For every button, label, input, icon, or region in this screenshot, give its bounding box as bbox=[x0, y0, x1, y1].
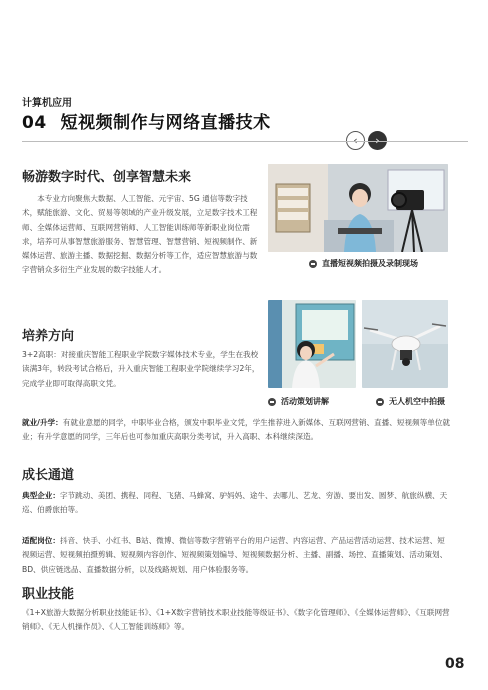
drone-illustration bbox=[362, 300, 448, 388]
page-title bbox=[22, 108, 271, 133]
activity-photo bbox=[268, 300, 356, 388]
live-photo-caption: 直播短视频拍摄及录制现场 bbox=[309, 258, 418, 269]
activity-photo-caption: 活动策划讲解 bbox=[268, 396, 329, 407]
growth-heading bbox=[22, 464, 74, 483]
skills-heading-text: 职业技能 bbox=[22, 587, 75, 602]
section-title: 短视频制作与网络直播技术 bbox=[60, 113, 271, 133]
skills-paragraph: 《1+X旅游大数据分析职业技能证书》、《1+X数字营销技术职业技能等级证书》、《数字化管理师》、《全媒体运营师》、《互联网营销师》、《无人机操作员》、《人工智能训练师》等。 bbox=[22, 608, 450, 632]
caption-arrow-icon bbox=[309, 260, 317, 268]
skills-heading bbox=[22, 583, 74, 602]
activity-illustration bbox=[268, 300, 356, 388]
intro-heading bbox=[22, 166, 191, 185]
training-heading bbox=[22, 325, 74, 344]
jobs-paragraph: 适配岗位：抖音、快手、小红书、B站、微博、微信等数字营销平台的用户运营、内容运营、产品运营活动运营、技术运营、短视频运营、短视频拍摄剪辑、短视频内容创作、短视频策划编导、短视频数据分析、主播、副播、场控、直播策划、活动策划、BD、供应链选品、直播数据分析，以及线路规划、用户体验服务等。 bbox=[22, 536, 448, 574]
caption-arrow-icon bbox=[376, 398, 384, 406]
growth-heading-text: 成长通道 bbox=[22, 468, 75, 483]
further-paragraph: 就业/升学：有就业意愿的同学，中职毕业合格，颁发中职毕业文凭，学生推荐进入新媒体、互联网营销、直播、短视频等单位就业；有升学意愿的同学，三年后也可参加重庆高职分类考试，升入高职、本科继续深造。 bbox=[22, 418, 451, 442]
header-divider bbox=[22, 141, 468, 142]
drone-photo bbox=[362, 300, 448, 388]
live-studio-photo bbox=[268, 164, 448, 252]
training-paragraph: 3+2高职：对接重庆智能工程职业学院数字媒体技术专业，学生在我校读满3年，转段考试合格后，升入重庆智能工程职业学院继续学习2年，完成学业即可取得高职文凭。 bbox=[22, 350, 260, 388]
section-number: 04 bbox=[22, 113, 47, 133]
category-label: 计算机应用 bbox=[22, 98, 72, 109]
enterprise-paragraph: 典型企业：字节跳动、美团、携程、同程、飞猪、马蜂窝、驴妈妈、途牛、去哪儿、艺龙、穷游、要出发、圆梦、航旅纵横、天巡、伯爵旅拍等。 bbox=[22, 491, 448, 515]
caption-arrow-icon bbox=[268, 398, 276, 406]
intro-paragraph: 本专业方向聚焦大数据、人工智能、元宇宙、5G 通信等数字技术，赋能旅游、文化、贸易等领域的产业升级发展，立足数字技术工程师、全媒体运营师、互联网营销师、人工智能训练师等新职业岗位需求，培养可从事智慧旅游服务、智慧管理、智慧营销、短视频制作、新媒体运营、旅游主播、数据挖掘、数据分析等工作，适应智慧旅游与数字营销众多衍生产业发展的数字技能人才。 bbox=[22, 194, 258, 275]
page-number: 08 bbox=[445, 656, 465, 672]
training-heading-text: 培养方向 bbox=[22, 329, 75, 344]
live-studio-illustration bbox=[268, 164, 448, 252]
intro-heading-text: 畅游数字时代、创享智慧未来 bbox=[22, 170, 192, 185]
drone-photo-caption: 无人机空中拍摄 bbox=[376, 396, 445, 407]
